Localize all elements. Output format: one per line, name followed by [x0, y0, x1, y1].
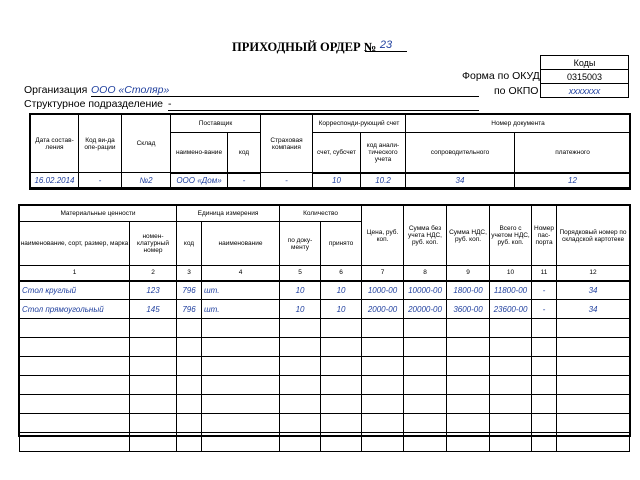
- cell-warehouse[interactable]: №2: [122, 173, 171, 188]
- empty-cell[interactable]: [20, 395, 130, 414]
- order-title: ПРИХОДНЫЙ ОРДЕР №: [232, 40, 377, 54]
- empty-cell[interactable]: [20, 376, 130, 395]
- empty-cell[interactable]: [490, 376, 532, 395]
- empty-cell[interactable]: [404, 357, 447, 376]
- empty-cell[interactable]: [280, 395, 321, 414]
- empty-cell[interactable]: [202, 357, 280, 376]
- okud-label: Форма по ОКУД: [462, 70, 540, 82]
- empty-cell[interactable]: [202, 414, 280, 433]
- empty-cell[interactable]: [130, 376, 177, 395]
- empty-cell[interactable]: [404, 376, 447, 395]
- empty-cell[interactable]: [362, 376, 404, 395]
- empty-cell[interactable]: [447, 433, 490, 452]
- empty-cell[interactable]: [447, 357, 490, 376]
- col-analytic-header: код анали-тического учета: [361, 133, 406, 173]
- codes-title: Коды: [541, 56, 629, 70]
- col-vat-header: Сумма НДС, руб. коп.: [447, 206, 490, 266]
- col-mat-name-header: наименование, сорт, размер, марка: [20, 222, 130, 266]
- cell-price[interactable]: 1000-00: [362, 281, 404, 300]
- empty-cell[interactable]: [557, 376, 630, 395]
- empty-cell[interactable]: [202, 319, 280, 338]
- empty-cell[interactable]: [280, 319, 321, 338]
- empty-cell[interactable]: [557, 433, 630, 452]
- cell-passport[interactable]: -: [532, 281, 557, 300]
- col-num: 4: [202, 266, 280, 281]
- col-num: 12: [557, 266, 630, 281]
- empty-cell[interactable]: [202, 338, 280, 357]
- cell-item-name[interactable]: Стол круглый: [20, 281, 130, 300]
- empty-cell[interactable]: [404, 414, 447, 433]
- cell-qty-acc[interactable]: 10: [321, 300, 362, 319]
- empty-cell[interactable]: [404, 433, 447, 452]
- empty-cell[interactable]: [362, 433, 404, 452]
- empty-cell[interactable]: [490, 414, 532, 433]
- col-qty-acc-header: принято: [321, 222, 362, 266]
- empty-cell[interactable]: [362, 414, 404, 433]
- col-accompanying-header: сопроводительного: [406, 133, 515, 173]
- col-num: 7: [362, 266, 404, 281]
- empty-cell[interactable]: [202, 433, 280, 452]
- col-total-header: Всего с учетом НДС, руб. коп.: [490, 206, 532, 266]
- empty-cell[interactable]: [447, 414, 490, 433]
- empty-cell[interactable]: [177, 414, 202, 433]
- empty-cell[interactable]: [557, 414, 630, 433]
- cell-vat[interactable]: 1800-00: [447, 281, 490, 300]
- empty-cell[interactable]: [557, 338, 630, 357]
- col-supplier-code-header: код: [228, 133, 261, 173]
- col-qty-header: Количество: [280, 206, 362, 222]
- empty-row: [20, 433, 630, 452]
- empty-cell[interactable]: [404, 338, 447, 357]
- empty-cell[interactable]: [490, 357, 532, 376]
- empty-cell[interactable]: [532, 376, 557, 395]
- empty-cell[interactable]: [362, 395, 404, 414]
- col-docnum-header: Номер документа: [406, 115, 631, 133]
- empty-cell[interactable]: [20, 338, 130, 357]
- cell-unit-code[interactable]: 796: [177, 300, 202, 319]
- col-date-header: Дата состав-ления: [31, 115, 79, 173]
- empty-cell[interactable]: [202, 376, 280, 395]
- empty-row: [20, 338, 630, 357]
- col-num: 10: [490, 266, 532, 281]
- empty-cell[interactable]: [490, 338, 532, 357]
- col-num: 11: [532, 266, 557, 281]
- cell-item-num[interactable]: 123: [130, 281, 177, 300]
- col-supplier-name-header: наимено-вание: [171, 133, 228, 173]
- empty-cell[interactable]: [177, 395, 202, 414]
- empty-cell[interactable]: [130, 338, 177, 357]
- empty-cell[interactable]: [20, 414, 130, 433]
- empty-cell[interactable]: [447, 376, 490, 395]
- empty-cell[interactable]: [557, 319, 630, 338]
- empty-cell[interactable]: [321, 433, 362, 452]
- col-payment-header: платежного: [515, 133, 631, 173]
- empty-cell[interactable]: [130, 357, 177, 376]
- empty-row: [20, 376, 630, 395]
- empty-cell[interactable]: [532, 357, 557, 376]
- col-num: 5: [280, 266, 321, 281]
- dept-label: Структурное подразделение: [24, 98, 164, 110]
- empty-cell[interactable]: [557, 357, 630, 376]
- dept-value[interactable]: -: [168, 98, 479, 111]
- org-value[interactable]: ООО «Столяр»: [91, 84, 479, 97]
- cell-payment[interactable]: 12: [515, 173, 631, 188]
- col-num: 6: [321, 266, 362, 281]
- cell-account[interactable]: 10: [313, 173, 361, 188]
- empty-cell[interactable]: [321, 357, 362, 376]
- empty-cell[interactable]: [321, 338, 362, 357]
- col-sum-novat-header: Сумма без учета НДС, руб. коп.: [404, 206, 447, 266]
- empty-row: [20, 319, 630, 338]
- cell-passport[interactable]: -: [532, 300, 557, 319]
- col-materials-header: Материальные ценности: [20, 206, 177, 222]
- col-unit-name-header: наименование: [202, 222, 280, 266]
- cell-sum-novat[interactable]: 20000-00: [404, 300, 447, 319]
- cell-supplier-name[interactable]: ООО «Дом»: [171, 173, 228, 188]
- cell-unit-name[interactable]: шт.: [202, 281, 280, 300]
- empty-row: [20, 414, 630, 433]
- cell-total[interactable]: 11800-00: [490, 281, 532, 300]
- cell-item-name[interactable]: Стол прямоугольный: [20, 300, 130, 319]
- col-price-header: Цена, руб. коп.: [362, 206, 404, 266]
- col-unit-code-header: код: [177, 222, 202, 266]
- empty-cell[interactable]: [447, 338, 490, 357]
- cell-item-num[interactable]: 145: [130, 300, 177, 319]
- cell-insurance[interactable]: -: [261, 173, 313, 188]
- empty-cell[interactable]: [280, 338, 321, 357]
- empty-cell[interactable]: [404, 395, 447, 414]
- cell-card[interactable]: 34: [557, 281, 630, 300]
- cell-sum-novat[interactable]: 10000-00: [404, 281, 447, 300]
- cell-price[interactable]: 2000-00: [362, 300, 404, 319]
- col-supplier-header: Поставщик: [171, 115, 261, 133]
- empty-cell[interactable]: [321, 414, 362, 433]
- column-numbers-row: [20, 266, 630, 281]
- cell-qty-acc[interactable]: 10: [321, 281, 362, 300]
- empty-cell[interactable]: [177, 376, 202, 395]
- col-qty-doc-header: по доку-менту: [280, 222, 321, 266]
- empty-cell[interactable]: [280, 433, 321, 452]
- cell-unit-name[interactable]: шт.: [202, 300, 280, 319]
- empty-cell[interactable]: [404, 319, 447, 338]
- empty-cell[interactable]: [532, 433, 557, 452]
- receipt-header-table: [30, 114, 631, 188]
- empty-cell[interactable]: [280, 414, 321, 433]
- col-op-header: Код ви-да опе-рации: [79, 115, 122, 173]
- cell-date[interactable]: 16.02.2014: [31, 173, 79, 188]
- empty-cell[interactable]: [557, 395, 630, 414]
- empty-cell[interactable]: [362, 319, 404, 338]
- col-warehouse-header: Склад: [122, 115, 171, 173]
- empty-cell[interactable]: [177, 338, 202, 357]
- empty-cell[interactable]: [490, 395, 532, 414]
- col-card-header: Порядковый номер по складской картотеке: [557, 206, 630, 266]
- empty-cell[interactable]: [447, 319, 490, 338]
- empty-cell[interactable]: [321, 376, 362, 395]
- materials-table: [19, 205, 630, 452]
- empty-cell[interactable]: [362, 338, 404, 357]
- empty-row: [20, 395, 630, 414]
- col-num: 1: [20, 266, 130, 281]
- col-unit-header: Единица измерения: [177, 206, 280, 222]
- okpo-label: по ОКПО: [494, 85, 539, 97]
- org-label: Организация: [24, 84, 88, 96]
- empty-cell[interactable]: [321, 395, 362, 414]
- empty-cell[interactable]: [20, 357, 130, 376]
- col-num: 3: [177, 266, 202, 281]
- col-insurance-header: Страховая компания: [261, 115, 313, 173]
- cell-supplier-code[interactable]: -: [228, 173, 261, 188]
- empty-cell[interactable]: [130, 414, 177, 433]
- empty-cell[interactable]: [177, 319, 202, 338]
- cell-vat[interactable]: 3600-00: [447, 300, 490, 319]
- cell-total[interactable]: 23600-00: [490, 300, 532, 319]
- col-num: 8: [404, 266, 447, 281]
- empty-cell[interactable]: [20, 433, 130, 452]
- table-row: [20, 281, 630, 300]
- empty-cell[interactable]: [362, 357, 404, 376]
- empty-cell[interactable]: [177, 433, 202, 452]
- empty-cell[interactable]: [447, 395, 490, 414]
- cell-unit-code[interactable]: 796: [177, 281, 202, 300]
- table-row: [20, 300, 630, 319]
- empty-cell[interactable]: [490, 319, 532, 338]
- empty-row: [20, 357, 630, 376]
- cell-qty-doc[interactable]: 10: [280, 281, 321, 300]
- empty-cell[interactable]: [490, 433, 532, 452]
- empty-cell[interactable]: [177, 357, 202, 376]
- okpo-code[interactable]: ххххххх: [541, 84, 629, 98]
- codes-table: [540, 55, 629, 98]
- empty-cell[interactable]: [20, 319, 130, 338]
- cell-analytic[interactable]: 10.2: [361, 173, 406, 188]
- col-num: 2: [130, 266, 177, 281]
- col-corr-header: Корреспонди-рующий счет: [313, 115, 406, 133]
- empty-cell[interactable]: [280, 357, 321, 376]
- empty-cell[interactable]: [130, 319, 177, 338]
- empty-cell[interactable]: [321, 319, 362, 338]
- empty-cell[interactable]: [532, 395, 557, 414]
- empty-cell[interactable]: [532, 414, 557, 433]
- cell-qty-doc[interactable]: 10: [280, 300, 321, 319]
- cell-op[interactable]: -: [79, 173, 122, 188]
- empty-cell[interactable]: [280, 376, 321, 395]
- col-account-header: счет, субсчет: [313, 133, 361, 173]
- okud-code[interactable]: 0315003: [541, 70, 629, 84]
- empty-cell[interactable]: [130, 395, 177, 414]
- cell-accompanying[interactable]: 34: [406, 173, 515, 188]
- col-num: 9: [447, 266, 490, 281]
- empty-cell[interactable]: [532, 319, 557, 338]
- table-row: [31, 173, 631, 188]
- col-mat-num-header: номен-клатурный номер: [130, 222, 177, 266]
- empty-cell[interactable]: [130, 433, 177, 452]
- empty-cell[interactable]: [532, 338, 557, 357]
- cell-card[interactable]: 34: [557, 300, 630, 319]
- col-passport-header: Номер пас-порта: [532, 206, 557, 266]
- empty-cell[interactable]: [202, 395, 280, 414]
- order-number[interactable]: 23: [365, 39, 407, 52]
